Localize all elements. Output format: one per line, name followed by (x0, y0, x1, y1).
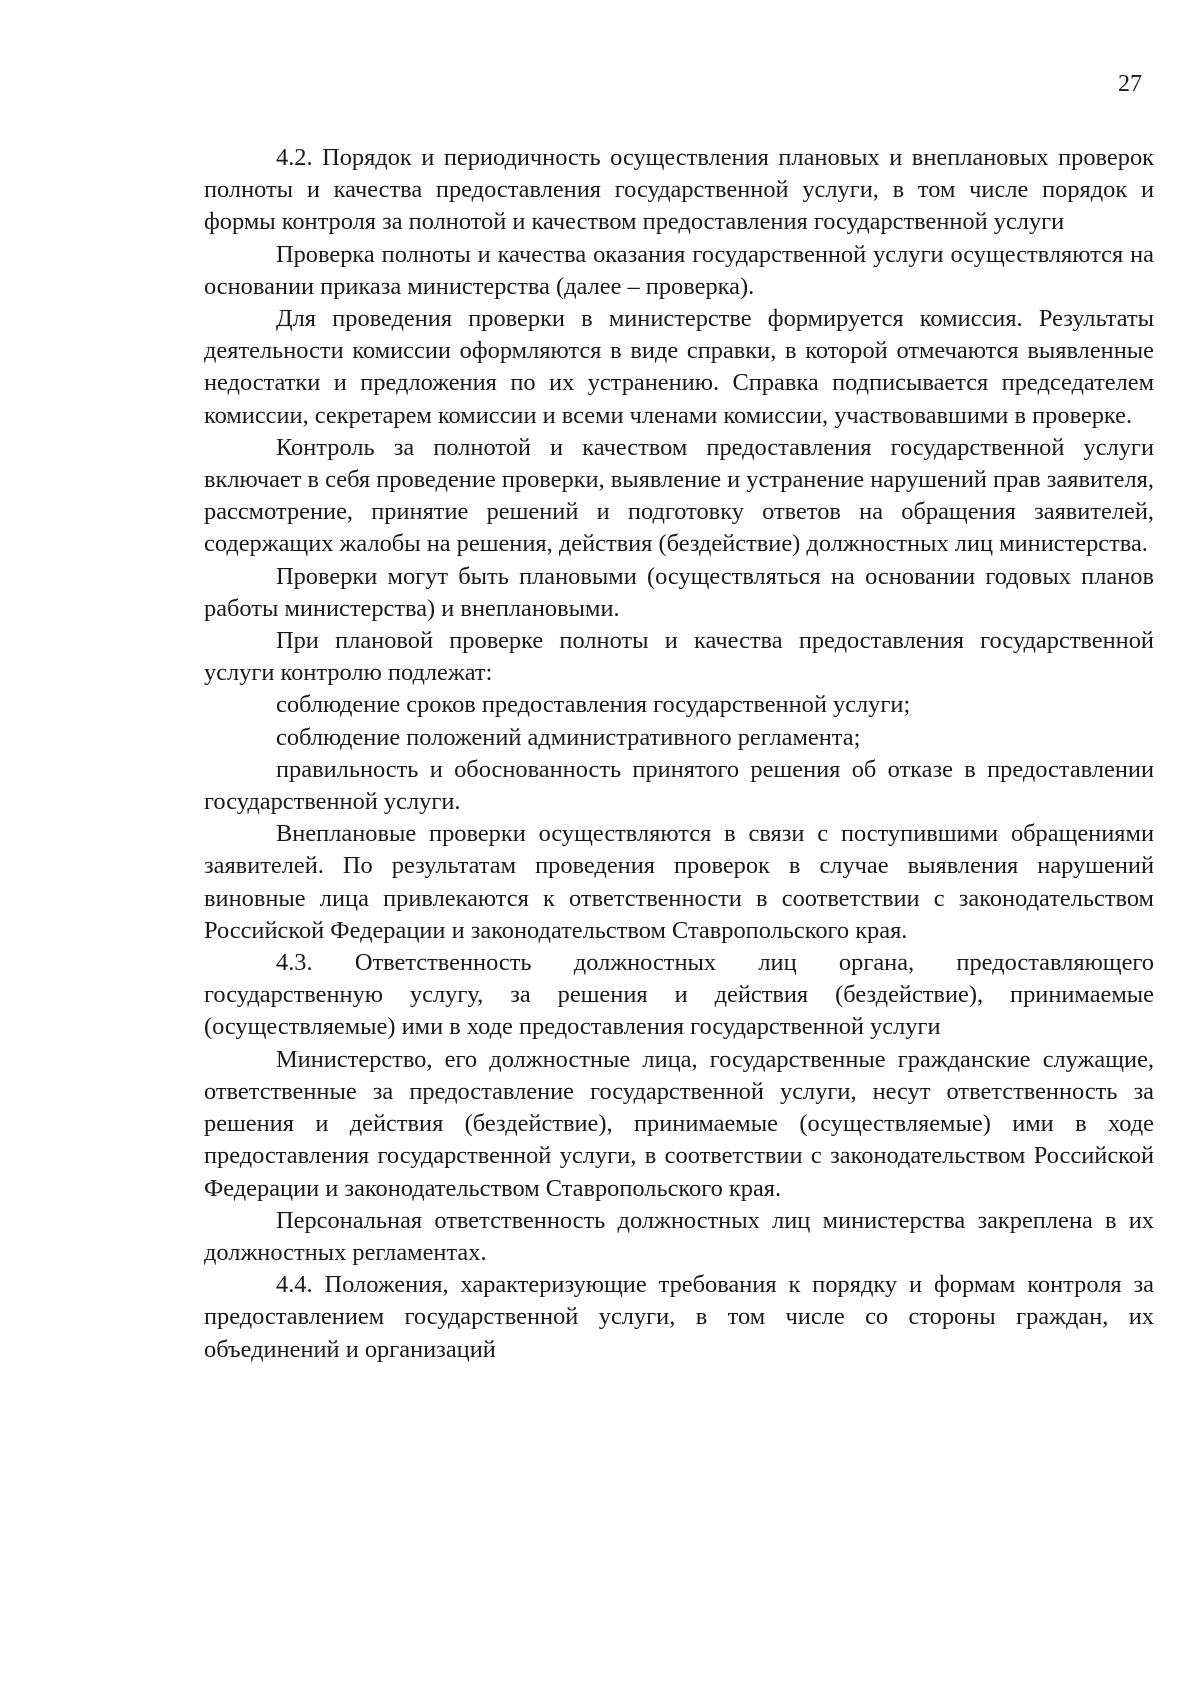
paragraph: При плановой проверке полноты и качества предоставления государственной услуги контролю подлежат: (204, 627, 1154, 687)
paragraph: Внеплановые проверки осуществляются в связи с поступившими обращениями заявителей. По результатам проведения проверок в случае выявления нарушений виновные лица привлекаются к ответственности в соответствии с законодательством Российской Федерации и законодательством Ставропольского края. (204, 820, 1154, 944)
paragraph: Проверка полноты и качества оказания государственной услуги осуществляются на основании приказа министерства (далее – проверка). (204, 240, 1154, 300)
page-number: 27 (1118, 71, 1142, 97)
paragraph: Для проведения проверки в министерстве формируется комиссия. Результаты деятельности комиссии оформляются в виде справки, в которой отмечаются выявленные недостатки и предложения по их устранению. Справка подписывается председателем комиссии, секретарем комиссии и всеми членами комиссии, участвовавшими в проверке. (204, 305, 1154, 429)
section-heading-4-3: 4.3. Ответственность должностных лиц органа, предоставляющего государственную услугу, за решения и действия (бездействие), принимаемые (осуществляемые) ими в ходе предоставления государственной услуги (204, 949, 1154, 1041)
list-item: соблюдение сроков предоставления государственной услуги; (276, 691, 911, 719)
document-body (204, 142, 1154, 1366)
section-heading-4-2: 4.2. Порядок и периодичность осуществления плановых и внеплановых проверок полноты и качества предоставления государственной услуги, в том числе порядок и формы контроля за полнотой и качеством предоставления государственной услуги (204, 144, 1154, 236)
paragraph: Персональная ответственность должностных лиц министерства закреплена в их должностных регламентах. (204, 1206, 1154, 1266)
paragraph: Министерство, его должностные лица, государственные гражданские служащие, ответственные за предоставление государственной услуги, несут ответственность за решения и действия (бездействие), принимаемые (осуществляемые) ими в ходе предоставления государственной услуги, в соответствии с законодательством Российской Федерации и законодательством Ставропольского края. (204, 1045, 1154, 1202)
section-heading-4-4: 4.4. Положения, характеризующие требования к порядку и формам контроля за предоставлением государственной услуги, в том числе со стороны граждан, их объединений и организаций (204, 1271, 1154, 1363)
paragraph: Проверки могут быть плановыми (осуществляться на основании годовых планов работы министерства) и внеплановыми. (204, 562, 1154, 622)
list-item: соблюдение положений административного регламента; (276, 723, 861, 751)
list-item: правильность и обоснованность принятого решения об отказе в предоставлении государственной услуги. (204, 755, 1154, 816)
paragraph: Контроль за полнотой и качеством предоставления государственной услуги включает в себя проведение проверки, выявление и устранение нарушений прав заявителя, рассмотрение, принятие решений и подготовку ответов на обращения заявителей, содержащих жалобы на решения, действия (бездействие) должностных лиц министерства. (204, 433, 1154, 558)
